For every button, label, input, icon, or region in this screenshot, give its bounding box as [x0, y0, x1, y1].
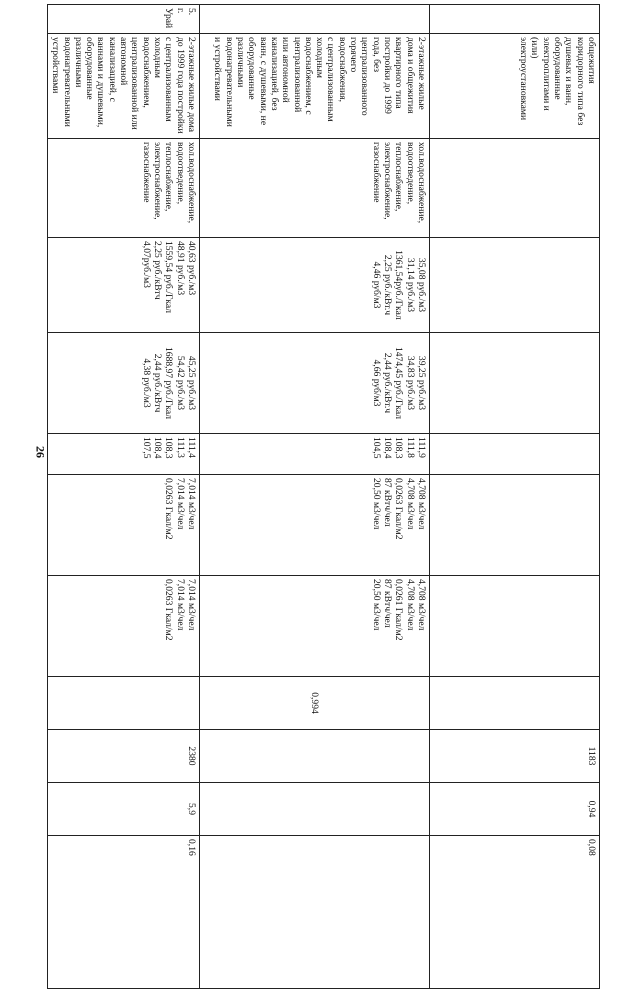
cell-line: холодным: [314, 37, 326, 78]
cell-line: водоснабжением, с: [302, 37, 314, 115]
services-cell: [200, 139, 430, 238]
cell-line: ванн, с душевыми, не: [257, 37, 269, 126]
cell-line: 108,4: [152, 437, 164, 459]
cell-line: 7,014 м3/чел: [186, 579, 197, 631]
cell-line: или автономной: [280, 37, 292, 103]
cell-line: автономной: [118, 37, 130, 86]
rotated-page-content: [50, 4, 600, 904]
cell-line: электроснабжение,: [152, 142, 164, 220]
cell-line: 2,44 руб./кВт.ч: [382, 352, 394, 414]
norm-cell-2: [430, 576, 600, 677]
cell-line: коридорного типа без: [574, 37, 586, 126]
cell-line: оборудованные: [84, 37, 96, 100]
cell-line: 2,25 руб./кВт.ч: [382, 254, 394, 316]
cell-line: постройки до 1999: [382, 37, 394, 114]
cell-line: 48,91 руб./м3: [174, 241, 186, 296]
cell-line: года, без: [370, 37, 382, 73]
cell-line: 35,08 руб./м3: [416, 257, 427, 313]
cell-line: водонагревательными: [61, 37, 73, 127]
row-number-cell: [47, 5, 199, 34]
cell-line: с централизованным: [325, 37, 337, 122]
share-cell: [200, 783, 430, 836]
cell-line: электроплитами и: [540, 37, 552, 111]
cell-line: централизованной: [291, 37, 303, 113]
cell-line: водоснабжением,: [140, 37, 152, 108]
cell-line: 0,0261 Гкал/м2: [393, 579, 405, 641]
share-cell: 5,9: [47, 783, 199, 836]
index-cell: [430, 434, 600, 475]
page-number: 26: [33, 446, 48, 458]
cell-line: 4,07руб./м3: [140, 241, 152, 288]
cell-line: 2-этажные жилые дома: [186, 37, 197, 132]
cell-line: централизованного: [359, 37, 371, 116]
cell-line: централизованной или: [129, 37, 141, 130]
cell-line: водоотведение,: [174, 142, 186, 205]
cell-line: до 1999 года постройки: [174, 37, 186, 134]
services-cell: [47, 139, 199, 238]
cell-line: горячего: [348, 37, 360, 73]
cell-line: дома и общежития: [404, 37, 416, 114]
cell-line: 4,708 м3/чел: [404, 478, 416, 530]
cell-line: электроснабжение,: [382, 142, 394, 220]
cell-line: 1361,54руб./Гкал: [393, 250, 405, 320]
table-row: [47, 5, 199, 989]
building-type-cell: [200, 34, 430, 139]
cell-line: 45,25 руб./м3: [186, 355, 197, 411]
cell-line: 108,3: [163, 437, 175, 459]
cell-line: водоотведение,: [404, 142, 416, 205]
cell-line: 108,4: [382, 437, 394, 459]
cell-line: 4,66 руб/м3: [370, 359, 382, 407]
norm-cell-2: [47, 576, 199, 677]
tariff-table-body: [47, 5, 599, 989]
cell-line: 7,014 м3/чел: [186, 478, 197, 530]
cell-line: (или): [529, 37, 541, 59]
cell-line: 34,83 руб./м3: [404, 355, 416, 411]
tariff-cell-1: [47, 238, 199, 333]
coefficient-cell: [430, 677, 600, 730]
cell-line: хол.водоснабжение,: [416, 142, 427, 224]
cell-line: 4,708 м3/чел: [416, 478, 427, 530]
tariff-table: [47, 4, 600, 989]
cell-line: 4,708 м3/чел: [416, 579, 427, 631]
tariff-cell-1: [430, 238, 600, 333]
people-cell: 1183: [430, 730, 600, 783]
cell-line: теплоснабжение,: [163, 142, 175, 212]
cell-line: ваннами и душевыми,: [95, 37, 107, 128]
extra-value-cell: 0,16: [47, 836, 199, 989]
extra-value-cell: 0,08: [430, 836, 600, 989]
cell-line: 2,44 руб./кВтч: [152, 353, 164, 413]
cell-line: 1559,54 руб./Гкал: [163, 241, 175, 314]
cell-line: 1688,97 руб./Гкал: [163, 346, 175, 420]
cell-line: 0,0263 Гкал/м2: [393, 478, 405, 540]
cell-line: 0,0263 Гкал/м2: [163, 478, 175, 540]
row-number-cell: [200, 5, 430, 34]
share-cell: 0,94: [430, 783, 600, 836]
cell-line: холодным: [152, 37, 164, 78]
cell-line: электроустановками: [518, 37, 530, 121]
table-row: [200, 5, 430, 989]
cell-line: теплоснабжение,: [393, 142, 405, 212]
cell-line: 111,9: [416, 437, 427, 458]
cell-line: 1474,45 руб./Гкал: [393, 346, 405, 420]
cell-line: 39,25 руб./м3: [416, 355, 427, 411]
services-cell: [430, 139, 600, 238]
tariff-cell-1: [200, 238, 430, 333]
cell-line: 0,0263 Гкал/м2: [163, 579, 175, 641]
extra-value-cell: [200, 836, 430, 989]
cell-line: 20,50 м3/чел: [370, 579, 382, 631]
tariff-table-wrapper: [50, 4, 600, 904]
cell-line: 2-этажные жилые: [416, 37, 427, 110]
cell-line: 111,8: [404, 437, 416, 458]
norm-cell-1: [430, 475, 600, 576]
cell-line: 4,38 руб./м3: [140, 358, 152, 408]
cell-line: хол.водоснабжение,: [186, 142, 197, 224]
cell-line: 107,5: [140, 437, 152, 459]
building-type-cell: [430, 34, 600, 139]
cell-line: 5.: [186, 8, 197, 16]
cell-line: с централизованным: [163, 37, 175, 122]
cell-line: 40,63 руб./м3: [186, 241, 197, 296]
cell-line: различными: [235, 37, 246, 88]
coefficient-cell: [47, 677, 199, 730]
cell-line: квартирного типа: [393, 37, 405, 109]
cell-line: 111,4: [186, 437, 197, 458]
norm-cell-2: [200, 576, 430, 677]
cell-line: 87 кВтч/чел: [382, 579, 394, 628]
tariff-cell-2: [430, 333, 600, 434]
cell-line: общежития: [586, 37, 597, 84]
cell-line: устройствами: [50, 37, 62, 94]
index-cell: [47, 434, 199, 475]
cell-line: оборудованные: [552, 37, 564, 100]
cell-line: водонагревательными: [223, 37, 235, 127]
cell-line: канализацией, с: [106, 37, 118, 102]
tariff-cell-2: [47, 333, 199, 434]
cell-line: газоснабжение: [140, 142, 152, 203]
people-cell: [200, 730, 430, 783]
cell-line: душевых и ванн,: [563, 37, 575, 106]
index-cell: [200, 434, 430, 475]
cell-line: 4,46 руб/м3: [370, 261, 382, 309]
cell-line: и устройствами: [212, 37, 224, 101]
cell-line: 2,25 руб./кВтч: [152, 241, 164, 300]
cell-line: 54,42 руб./м3: [174, 355, 186, 411]
tariff-cell-2: [200, 333, 430, 434]
cell-line: 20,50 м3/чел: [370, 478, 382, 530]
norm-cell-1: [200, 475, 430, 576]
building-type-cell: [47, 34, 199, 139]
cell-line: г.: [174, 8, 186, 14]
cell-line: 7,014 м3/чел: [174, 478, 186, 530]
cell-line: 104,5: [370, 437, 382, 459]
cell-line: 31,14 руб./м3: [404, 257, 416, 313]
cell-line: Урай: [163, 8, 175, 29]
norm-cell-1: [47, 475, 199, 576]
cell-line: водоснабжения,: [336, 37, 348, 103]
cell-line: 7,014 м3/чел: [174, 579, 186, 631]
cell-line: канализацией, без: [268, 37, 280, 111]
cell-line: различными: [72, 37, 84, 88]
cell-line: 111,3: [174, 437, 186, 458]
cell-line: 108,3: [393, 437, 405, 459]
cell-line: оборудованные: [246, 37, 258, 100]
cell-line: газоснабжение: [370, 142, 382, 203]
cell-line: 4,708 м3/чел: [404, 579, 416, 631]
row-number-cell: [430, 5, 600, 34]
table-row: [430, 5, 600, 989]
cell-line: 87 кВтч/чел: [382, 478, 394, 527]
coefficient-cell: 0,994: [200, 677, 430, 730]
people-cell: 2380: [47, 730, 199, 783]
